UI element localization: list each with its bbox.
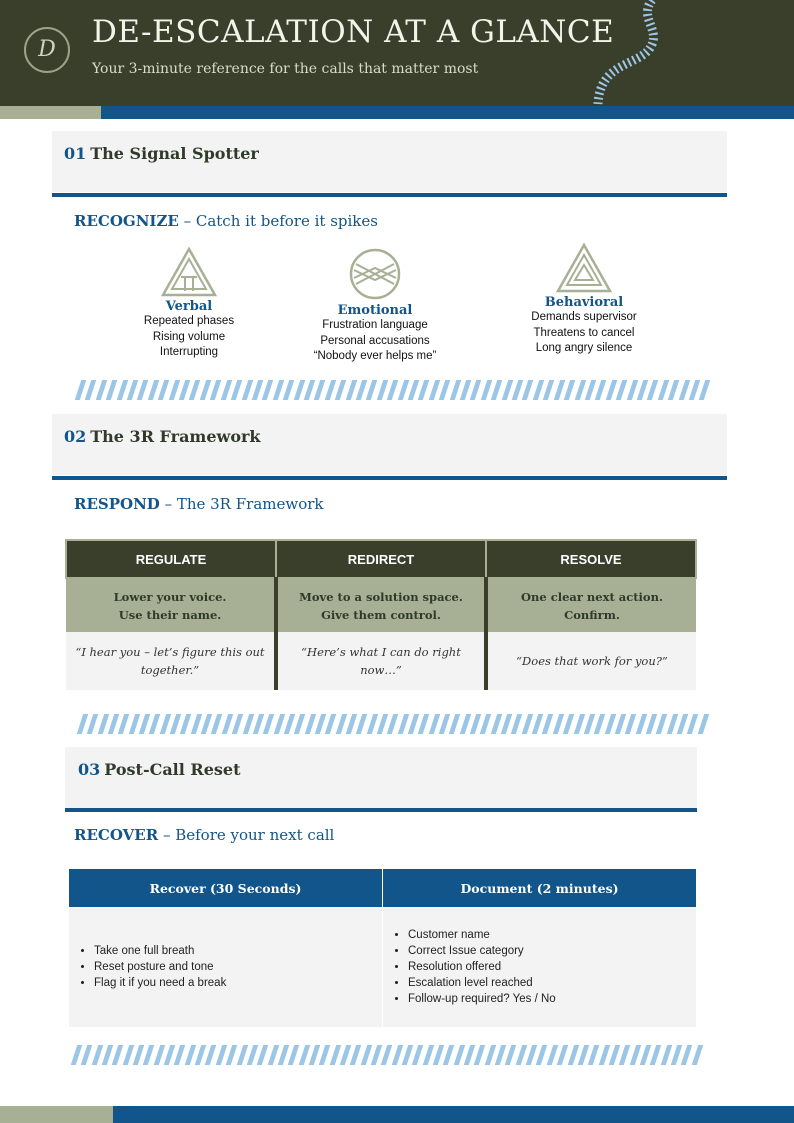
slash-mark bbox=[604, 714, 615, 734]
signal-behavioral: Behavioral Demands supervisor Threatens to cancel Long angry silence bbox=[499, 243, 669, 357]
divider-slashes bbox=[78, 380, 708, 402]
slash-mark bbox=[567, 1045, 578, 1065]
divider-slashes bbox=[74, 1045, 700, 1067]
slash-mark bbox=[422, 1045, 433, 1065]
header-banner bbox=[0, 0, 794, 106]
signal-verbal: Verbal Repeated phases Rising volume Interrupting bbox=[104, 247, 274, 361]
slash-mark bbox=[122, 1045, 133, 1065]
slash-mark bbox=[191, 714, 202, 734]
slash-mark bbox=[391, 1045, 402, 1065]
document-cell bbox=[383, 907, 697, 1027]
slash-mark bbox=[241, 380, 252, 400]
slash-mark bbox=[304, 714, 315, 734]
slash-mark bbox=[666, 714, 677, 734]
slash-mark bbox=[650, 1045, 661, 1065]
slash-mark bbox=[96, 380, 107, 400]
slash-mark bbox=[366, 380, 377, 400]
section-1-title: 01 The Signal Spotter bbox=[64, 144, 259, 163]
header-accent-blue bbox=[101, 106, 794, 119]
page-title: DE-ESCALATION AT A GLANCE bbox=[92, 14, 615, 50]
slash-mark bbox=[231, 380, 242, 400]
list-item: • Reset posture and tone bbox=[94, 959, 382, 975]
slash-mark bbox=[470, 380, 481, 400]
slash-mark bbox=[443, 1045, 454, 1065]
slash-mark bbox=[278, 1045, 289, 1065]
slash-mark bbox=[262, 380, 273, 400]
slash-mark bbox=[491, 380, 502, 400]
document-header: Document (2 minutes) bbox=[383, 869, 697, 907]
slash-mark bbox=[474, 1045, 485, 1065]
slash-mark bbox=[377, 380, 388, 400]
slash-mark bbox=[288, 1045, 299, 1065]
slash-mark bbox=[116, 380, 127, 400]
slash-mark bbox=[616, 380, 627, 400]
header-regulate: REGULATE bbox=[66, 540, 276, 578]
slash-mark bbox=[112, 1045, 123, 1065]
slash-mark bbox=[211, 714, 222, 734]
slash-mark bbox=[263, 714, 274, 734]
section-2-rule bbox=[52, 476, 727, 480]
slash-mark bbox=[687, 714, 698, 734]
slash-mark bbox=[148, 380, 159, 400]
section-2-title: 02 The 3R Framework bbox=[64, 427, 261, 446]
recover-subheading: RECOVER – Before your next call bbox=[74, 826, 335, 844]
slash-mark bbox=[697, 714, 708, 734]
recognize-subheading: RECOGNIZE – Catch it before it spikes bbox=[74, 212, 378, 230]
slash-mark bbox=[553, 714, 564, 734]
post-call-table bbox=[69, 869, 696, 1027]
slash-mark bbox=[257, 1045, 268, 1065]
slash-mark bbox=[397, 380, 408, 400]
slash-mark bbox=[681, 1045, 692, 1065]
slash-mark bbox=[522, 714, 533, 734]
slash-mark bbox=[97, 714, 108, 734]
slash-mark bbox=[329, 1045, 340, 1065]
logo: D bbox=[24, 27, 70, 73]
slash-mark bbox=[574, 380, 585, 400]
header-resolve: RESOLVE bbox=[486, 540, 696, 578]
list-item: • Escalation level reached bbox=[408, 975, 696, 991]
slash-mark bbox=[168, 380, 179, 400]
slash-mark bbox=[542, 714, 553, 734]
slash-mark bbox=[658, 380, 669, 400]
slash-mark bbox=[584, 714, 595, 734]
slash-mark bbox=[314, 380, 325, 400]
slash-mark bbox=[174, 1045, 185, 1065]
list-item: • Resolution offered bbox=[408, 959, 696, 975]
slash-mark bbox=[449, 380, 460, 400]
list-item: • Customer name bbox=[408, 927, 696, 943]
slash-mark bbox=[319, 1045, 330, 1065]
slash-mark bbox=[356, 714, 367, 734]
slash-mark bbox=[128, 714, 139, 734]
slash-mark bbox=[118, 714, 129, 734]
slash-mark bbox=[366, 714, 377, 734]
slash-mark bbox=[335, 380, 346, 400]
decorative-wave-icon bbox=[590, 0, 670, 106]
slash-mark bbox=[283, 380, 294, 400]
recover-list bbox=[69, 943, 382, 991]
slash-mark bbox=[480, 714, 491, 734]
framework-table bbox=[65, 539, 697, 690]
slash-mark bbox=[91, 1045, 102, 1065]
slash-mark bbox=[595, 380, 606, 400]
slash-mark bbox=[656, 714, 667, 734]
slash-mark bbox=[85, 380, 96, 400]
slash-mark bbox=[564, 380, 575, 400]
slash-mark bbox=[137, 380, 148, 400]
slash-mark bbox=[284, 714, 295, 734]
slash-mark bbox=[345, 380, 356, 400]
slash-mark bbox=[205, 1045, 216, 1065]
slash-mark bbox=[594, 714, 605, 734]
regulate-quote: “I hear you – let’s figure this out together.” bbox=[66, 632, 276, 690]
slash-mark bbox=[236, 1045, 247, 1065]
redirect-quote: “Here’s what I can do right now…” bbox=[276, 632, 486, 690]
slash-mark bbox=[635, 714, 646, 734]
list-item: • Correct Issue category bbox=[408, 943, 696, 959]
slash-mark bbox=[253, 714, 264, 734]
resolve-quote: “Does that work for you?” bbox=[486, 632, 696, 690]
slash-mark bbox=[429, 380, 440, 400]
footer-accent-green bbox=[0, 1106, 113, 1123]
slash-mark bbox=[397, 714, 408, 734]
slash-mark bbox=[588, 1045, 599, 1065]
slash-mark bbox=[699, 380, 710, 400]
slash-mark bbox=[668, 380, 679, 400]
slash-mark bbox=[298, 1045, 309, 1065]
section-1-rule bbox=[52, 193, 727, 197]
slash-mark bbox=[360, 1045, 371, 1065]
document-list bbox=[383, 927, 696, 1007]
slash-mark bbox=[625, 714, 636, 734]
slash-mark bbox=[615, 714, 626, 734]
slash-mark bbox=[189, 380, 200, 400]
slash-mark bbox=[691, 1045, 702, 1065]
slash-mark bbox=[242, 714, 253, 734]
recover-cell bbox=[69, 907, 383, 1027]
slash-mark bbox=[81, 1045, 92, 1065]
section-3-title: 03 Post-Call Reset bbox=[78, 760, 241, 779]
slash-mark bbox=[210, 380, 221, 400]
slash-mark bbox=[232, 714, 243, 734]
slash-mark bbox=[605, 380, 616, 400]
slash-mark bbox=[412, 1045, 423, 1065]
slash-mark bbox=[200, 380, 211, 400]
recover-header: Recover (30 Seconds) bbox=[69, 869, 383, 907]
slash-mark bbox=[511, 714, 522, 734]
slash-mark bbox=[578, 1045, 589, 1065]
slash-mark bbox=[501, 380, 512, 400]
page-subtitle: Your 3-minute reference for the calls that matter most bbox=[92, 61, 479, 77]
slash-mark bbox=[491, 714, 502, 734]
slash-mark bbox=[267, 1045, 278, 1065]
slash-mark bbox=[547, 1045, 558, 1065]
slash-mark bbox=[106, 380, 117, 400]
triangle-icon bbox=[161, 247, 217, 297]
slash-mark bbox=[418, 380, 429, 400]
slash-mark bbox=[449, 714, 460, 734]
slash-mark bbox=[678, 380, 689, 400]
redirect-action: Move to a solution space. Give them control. bbox=[276, 578, 486, 632]
slash-mark bbox=[158, 380, 169, 400]
slash-mark bbox=[660, 1045, 671, 1065]
slash-mark bbox=[154, 1045, 165, 1065]
slash-mark bbox=[220, 380, 231, 400]
slash-mark bbox=[387, 380, 398, 400]
slash-mark bbox=[87, 714, 98, 734]
respond-subheading: RESPOND – The 3R Framework bbox=[74, 495, 324, 513]
resolve-action: One clear next action. Confirm. bbox=[486, 578, 696, 632]
slash-mark bbox=[222, 714, 233, 734]
slash-mark bbox=[350, 1045, 361, 1065]
regulate-action: Lower your voice. Use their name. bbox=[66, 578, 276, 632]
section-3-rule bbox=[65, 808, 697, 812]
slash-mark bbox=[143, 1045, 154, 1065]
slash-mark bbox=[485, 1045, 496, 1065]
signal-emotional: Emotional Frustration language Personal accusations “Nobody ever helps me” bbox=[290, 247, 460, 365]
slash-mark bbox=[598, 1045, 609, 1065]
slash-mark bbox=[536, 1045, 547, 1065]
slash-mark bbox=[557, 1045, 568, 1065]
divider-slashes bbox=[80, 714, 706, 736]
slash-mark bbox=[563, 714, 574, 734]
slash-mark bbox=[428, 714, 439, 734]
slash-mark bbox=[619, 1045, 630, 1065]
slash-mark bbox=[453, 1045, 464, 1065]
list-item: • Take one full breath bbox=[94, 943, 382, 959]
slash-mark bbox=[573, 714, 584, 734]
list-item: • Follow-up required? Yes / No bbox=[408, 991, 696, 1007]
slash-mark bbox=[533, 380, 544, 400]
slash-mark bbox=[553, 380, 564, 400]
slash-mark bbox=[647, 380, 658, 400]
nested-triangle-icon bbox=[556, 243, 612, 293]
slash-mark bbox=[247, 1045, 258, 1065]
slash-mark bbox=[335, 714, 346, 734]
header-accent-green bbox=[0, 106, 101, 119]
slash-mark bbox=[216, 1045, 227, 1065]
slash-mark bbox=[293, 380, 304, 400]
slash-mark bbox=[160, 714, 171, 734]
slash-mark bbox=[418, 714, 429, 734]
slash-mark bbox=[226, 1045, 237, 1065]
circle-icon bbox=[348, 247, 402, 301]
slash-mark bbox=[629, 1045, 640, 1065]
footer-accent-blue bbox=[113, 1106, 794, 1123]
slash-mark bbox=[387, 714, 398, 734]
slash-mark bbox=[180, 714, 191, 734]
list-item: • Flag it if you need a break bbox=[94, 975, 382, 991]
slash-mark bbox=[609, 1045, 620, 1065]
slash-mark bbox=[522, 380, 533, 400]
slash-mark bbox=[185, 1045, 196, 1065]
slash-mark bbox=[505, 1045, 516, 1065]
slash-mark bbox=[516, 1045, 527, 1065]
slash-mark bbox=[381, 1045, 392, 1065]
slash-mark bbox=[294, 714, 305, 734]
slash-mark bbox=[626, 380, 637, 400]
slash-mark bbox=[481, 380, 492, 400]
slash-mark bbox=[325, 380, 336, 400]
slash-mark bbox=[543, 380, 554, 400]
slash-mark bbox=[439, 380, 450, 400]
slash-mark bbox=[459, 714, 470, 734]
slash-mark bbox=[325, 714, 336, 734]
slash-mark bbox=[272, 380, 283, 400]
slash-mark bbox=[149, 714, 160, 734]
slash-mark bbox=[273, 714, 284, 734]
header-redirect: REDIRECT bbox=[276, 540, 486, 578]
